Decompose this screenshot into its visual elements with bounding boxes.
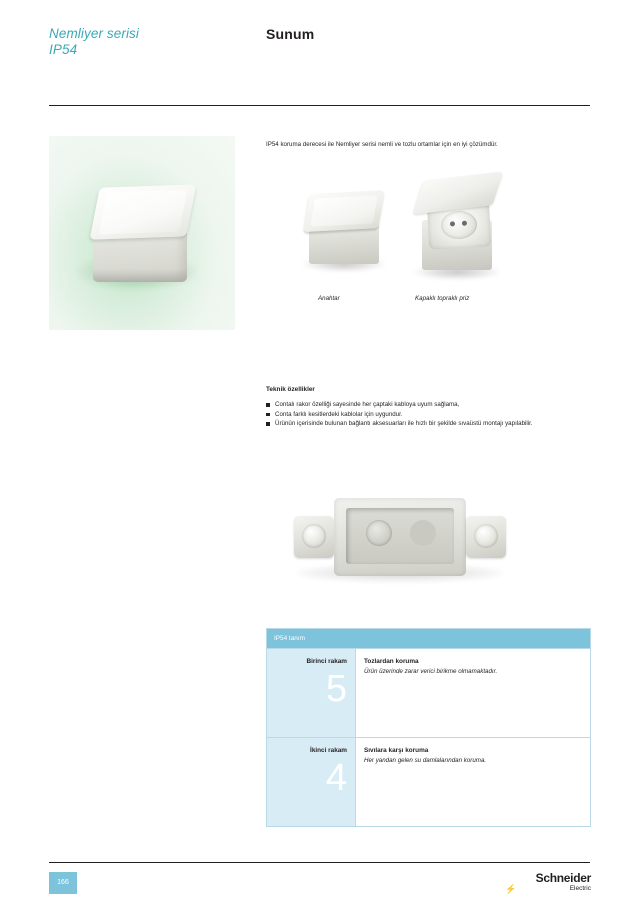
ip-row-description-cell (355, 649, 590, 737)
footer-divider (49, 862, 590, 863)
ip-row-title: Tozlardan koruma (364, 658, 419, 665)
series-title (49, 26, 249, 58)
series-title-line1: Nemliyer serisi (49, 26, 140, 41)
lightning-bolt-icon: ⚡ (505, 884, 517, 894)
brand-logo (481, 872, 591, 896)
list-item-text: Ürünün içerisinde bulunan bağlantı aksesuarları ile hızlı bir şekilde sıvaüstü montajı yapılabilir. (275, 420, 533, 427)
mounting-box-cavity (346, 508, 454, 564)
page-title: Sunum (266, 26, 315, 42)
ip-row-digit-cell (267, 738, 355, 826)
intro-paragraph: IP54 koruma derecesi ile Nemliyer serisi nemli ve tozlu ortamlar için en iyi çözümdür. (266, 141, 498, 148)
ip-row-title: Sıvılara karşı koruma (364, 747, 429, 754)
header-divider (49, 105, 590, 106)
ip-row-desc: Ürün üzerinde zarar verici birikme olmamaktadır. (364, 668, 498, 675)
ip-row-label: Birinci rakam (306, 658, 347, 665)
list-item-text: Conta farklı kesitlerdeki kablolar için uygundur. (275, 410, 403, 418)
list-item (266, 410, 586, 420)
ip-row-digit: 4 (325, 757, 347, 799)
mounting-box-housing (334, 498, 466, 576)
table-row (267, 648, 590, 737)
ip-row-desc: Her yandan gelen su damlalarından koruma. (364, 757, 487, 764)
square-bullet-icon (266, 413, 270, 417)
switch-photo (295, 178, 395, 288)
ip-definition-table (266, 628, 591, 827)
mounting-box-photo (290, 492, 510, 592)
switch-rocker (310, 195, 377, 226)
list-item-text: Contalı rakor özelliği sayesinde her çaptaki kabloya uyum sağlama, (275, 401, 460, 408)
mounting-box-right-gland (466, 516, 506, 558)
series-title-line2: IP54 (49, 42, 78, 57)
mounting-box-left-gland (294, 516, 334, 558)
ip-row-digit: 5 (325, 668, 347, 710)
socket-caption: Kapaklı topraklı priz (415, 295, 470, 302)
brand-logo-name: Schneider (535, 871, 591, 885)
hero-box-rocker (99, 190, 188, 235)
ip-table-header: IP54 tanım (267, 629, 590, 648)
square-bullet-icon (266, 422, 270, 426)
socket-photo (406, 168, 506, 288)
hero-product-photo (49, 136, 235, 330)
list-item (266, 400, 586, 410)
square-bullet-icon (266, 403, 270, 407)
ip-row-description-cell (355, 738, 590, 826)
ip-row-label: İkinci rakam (310, 747, 347, 754)
socket-lid (413, 171, 503, 214)
brand-logo-sub: Electric (569, 885, 591, 892)
page-number-badge: 166 (49, 872, 77, 894)
tech-features-title: Teknik özellikler (266, 386, 315, 393)
table-row (267, 737, 590, 826)
tech-features-list (266, 400, 586, 429)
ip-row-digit-cell (267, 649, 355, 737)
switch-caption: Anahtar (318, 295, 340, 302)
list-item (266, 419, 586, 429)
